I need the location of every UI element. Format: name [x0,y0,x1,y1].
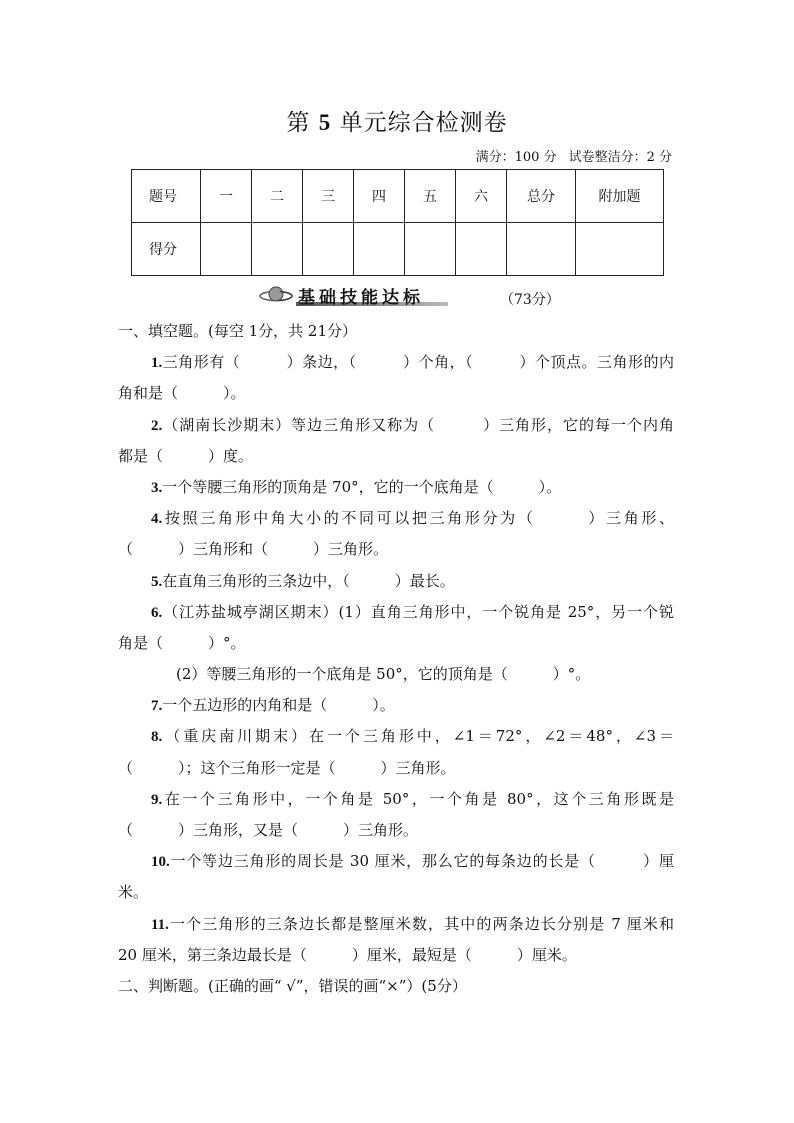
question-11: 11.一个三角形的三条边长都是整厘米数，其中的两条边长分别是 7 厘米和 [151,914,674,933]
section-points: （73分） [500,292,560,308]
row-label-cell: 得分 [132,223,201,276]
header-cell: 四 [354,170,405,223]
question-1: 1.三角形有（ ）条边，（ ）个角，（ ）个顶点。三角形的内 [151,353,674,372]
header-cell: 一 [201,170,252,223]
full-score: 满分：100 分 [475,150,557,165]
score-table-score-row [132,223,664,276]
planet-icon [258,284,296,306]
page-title: 第 5 单元综合检测卷 [286,110,508,136]
header-cell: 五 [405,170,456,223]
header-cell: 六 [456,170,507,223]
header-cell: 总分 [507,170,576,223]
question-6-cont: 角是（ ）°。 [118,633,246,652]
score-cell[interactable] [456,223,507,276]
question-8-cont: （ ）；这个三角形一定是（ ）三角形。 [118,758,456,777]
question-6: 6.（江苏盐城亭湖区期末）(1）直角三角形中，一个锐角是 25°，另一个锐 [151,602,674,621]
score-info [476,146,672,165]
neat-score: 试卷整洁分：2 分 [568,150,672,165]
question-5: 5.在直角三角形的三条边中，（ ）最长。 [151,571,455,590]
question-11-cont: 20 厘米，第三条边最长是（ ）厘米，最短是（ ）厘米。 [118,945,577,964]
score-cell[interactable] [252,223,303,276]
header-cell: 三 [303,170,354,223]
part1-heading: 一、填空题。(每空 1分，共 21分） [118,322,358,340]
score-cell[interactable] [201,223,252,276]
question-10: 10.一个等边三角形的周长是 30 厘米，那么它的每条边的长是（ ）厘 [151,852,674,871]
question-3: 3.一个等腰三角形的顶角是 70°，它的一个底角是（ ）。 [151,477,562,496]
question-9-cont: （ ）三角形，又是（ ）三角形。 [118,821,419,839]
question-4-cont: （ ）三角形和（ ）三角形。 [118,540,389,559]
question-7: 7.一个五边形的内角和是（ ）。 [151,696,395,715]
question-2-cont: 都是（ ）度。 [118,446,254,465]
question-10-cont: 米。 [118,883,149,902]
header-cell: 二 [252,170,303,223]
score-cell[interactable] [303,223,354,276]
question-4: 4.按照三角形中角大小的不同可以把三角形分为（ ）三角形、 [151,509,674,528]
header-cell: 题号 [132,170,201,223]
score-table [131,169,664,276]
score-cell[interactable] [507,223,576,276]
score-cell[interactable] [405,223,456,276]
question-1-cont: 角和是（ ）。 [118,384,246,403]
header-cell: 附加题 [576,170,664,223]
score-cell[interactable] [576,223,664,276]
question-6-part2: (2）等腰三角形的一个底角是 50°，它的顶角是（ ）°。 [176,665,591,684]
question-area [118,316,674,1002]
section-banner [258,282,578,310]
question-8: 8.（重庆南川期末）在一个三角形中，∠1＝72°，∠2＝48°，∠3＝ [151,727,674,746]
question-2: 2.（湖南长沙期末）等边三角形又称为（ ）三角形，它的每一个内角 [151,415,674,434]
part2-heading: 二、判断题。(正确的画“ √”，错误的画“×”）(5分） [118,976,467,995]
score-cell[interactable] [354,223,405,276]
section-banner-title: 基础技能达标 [298,288,424,308]
question-9: 9.在一个三角形中，一个角是 50°，一个角是 80°，这个三角形既是 [151,789,674,808]
score-table-header-row [132,170,664,223]
